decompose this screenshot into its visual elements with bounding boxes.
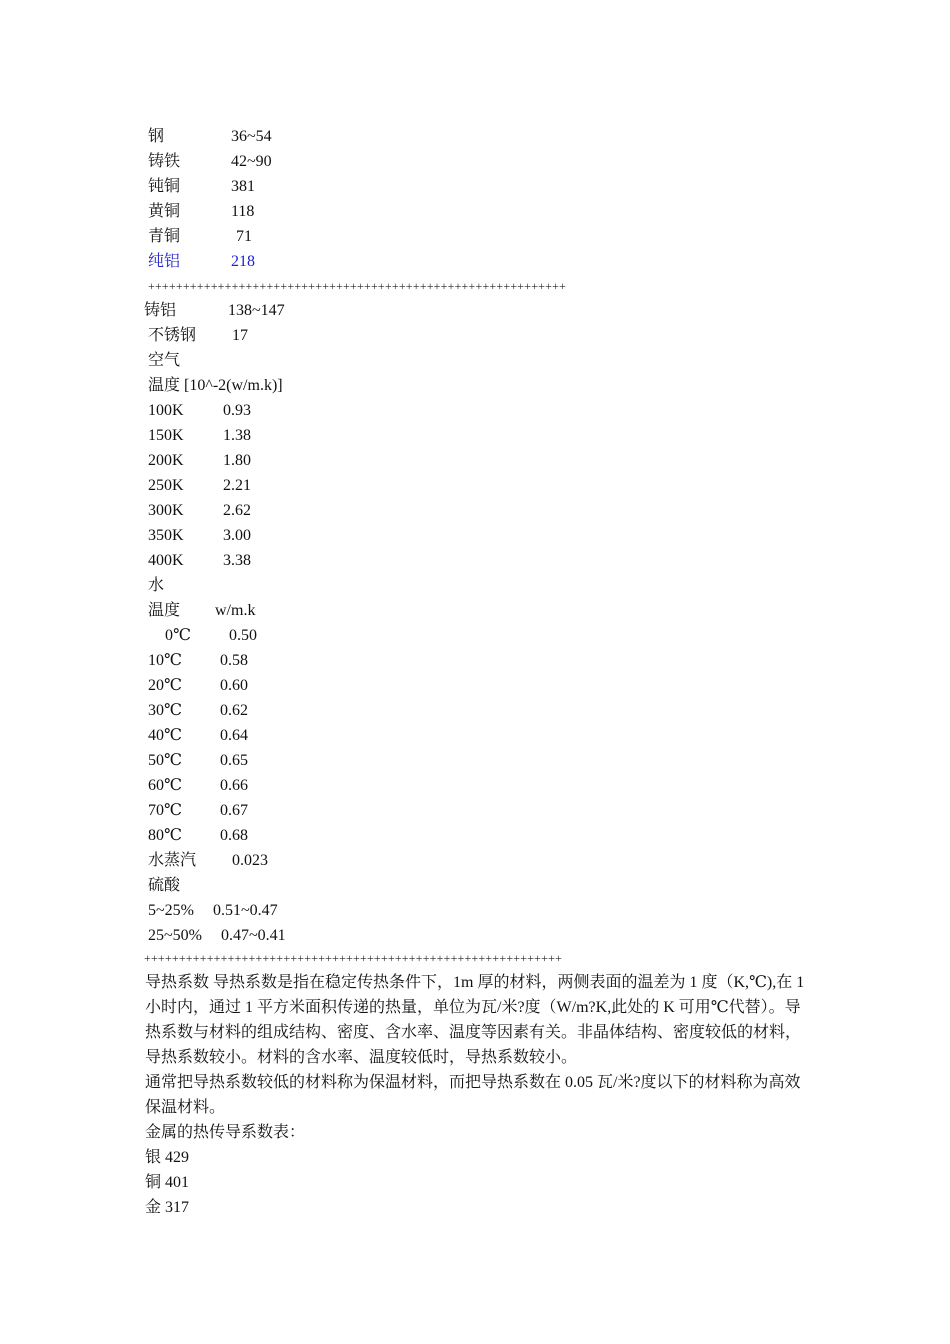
- temperature: 20℃: [148, 677, 182, 694]
- list-item: 铜 401: [145, 1174, 190, 1191]
- conductivity: 2.62: [223, 502, 251, 519]
- temperature: 50℃: [148, 752, 182, 769]
- conductivity: 0.68: [220, 827, 248, 844]
- temperature: 60℃: [148, 777, 182, 794]
- table-row: [148, 448, 448, 473]
- table-row: [148, 623, 448, 648]
- table-row: [148, 848, 448, 873]
- conductivity: 0.66: [220, 777, 248, 794]
- temperature: 200K: [148, 452, 184, 469]
- conductivity: 0.47~0.41: [221, 927, 286, 944]
- conductivity: 0.65: [220, 752, 248, 769]
- material-value: 118: [231, 203, 255, 220]
- separator-line: ++++++++++++++++++++++++++++++++++++++++++++++++++++++++++++: [144, 951, 563, 965]
- temperature: 10℃: [148, 652, 182, 669]
- table-row: [148, 523, 448, 548]
- section-title-acid: 硫酸: [148, 877, 181, 894]
- table-row: [148, 124, 448, 149]
- water-table-header: [148, 598, 448, 623]
- temperature: 400K: [148, 552, 184, 569]
- table-row: [148, 423, 448, 448]
- temperature: 100K: [148, 402, 184, 419]
- table-row: [148, 823, 448, 848]
- table-row: [148, 773, 448, 798]
- conductivity: 1.38: [223, 427, 251, 444]
- material-value: 218: [231, 253, 255, 270]
- list-item: 银 429: [145, 1149, 190, 1166]
- table-row-highlight: [148, 249, 448, 274]
- air-table-header: 温度 [10^-2(w/m.k)]: [148, 377, 283, 394]
- material-name: 铸铁: [148, 153, 181, 170]
- material-value: 36~54: [231, 128, 272, 145]
- header-unit: w/m.k: [215, 602, 256, 619]
- conductivity: 0.93: [223, 402, 251, 419]
- conductivity: 0.51~0.47: [213, 902, 278, 919]
- table-row: [148, 723, 448, 748]
- conductivity: 3.00: [223, 527, 251, 544]
- table-row: [148, 698, 448, 723]
- material-value: 17: [232, 327, 248, 344]
- table-row: [148, 673, 448, 698]
- table-row: [148, 498, 448, 523]
- paragraph-insulation: 通常把导热系数较低的材料称为保温材料，而把导热系数在 0.05 瓦/米?度以下的材料称为高效保温材料。: [145, 1074, 801, 1116]
- conductivity: 0.62: [220, 702, 248, 719]
- list-item: 金 317: [145, 1199, 190, 1216]
- temperature: 80℃: [148, 827, 182, 844]
- conductivity: 0.64: [220, 727, 248, 744]
- material-value: 71: [236, 228, 252, 245]
- table-row: [148, 199, 448, 224]
- concentration: 25~50%: [148, 927, 202, 944]
- material-name: 纯铝: [148, 253, 181, 270]
- section-title-air: 空气: [148, 352, 181, 369]
- temperature: 40℃: [148, 727, 182, 744]
- material-name: 水蒸汽: [148, 852, 197, 869]
- separator-line: ++++++++++++++++++++++++++++++++++++++++++++++++++++++++++++: [148, 279, 567, 293]
- material-name: 铸铝: [144, 302, 177, 319]
- material-value: 381: [231, 178, 255, 195]
- temperature: 70℃: [148, 802, 182, 819]
- conductivity: 0.58: [220, 652, 248, 669]
- material-name: 不锈钢: [148, 327, 197, 344]
- conductivity: 0.50: [229, 627, 257, 644]
- temperature: 30℃: [148, 702, 182, 719]
- table-row: [148, 224, 448, 249]
- table-row: [148, 398, 448, 423]
- table-row: [148, 149, 448, 174]
- paragraph-definition: 导热系数 导热系数是指在稳定传热条件下，1m 厚的材料，两侧表面的温差为 1 度（K,℃),在 1 小时内，通过 1 平方米面积传递的热量，单位为瓦/米?度（W/m?K,此处的 K 可用℃代替）。导热系数与材料的组成结构、密度、含水率、温度等因素有关。非晶体结构、密度较低的材料，导热系数较小。材料的含水率、温度较低时，导热系数较小。: [145, 974, 805, 1066]
- temperature: 150K: [148, 427, 184, 444]
- temperature: 0℃: [165, 627, 191, 644]
- table-row: [144, 298, 444, 323]
- conductivity: 2.21: [223, 477, 251, 494]
- temperature: 300K: [148, 502, 184, 519]
- material-name: 钝铜: [148, 178, 181, 195]
- material-name: 黄铜: [148, 203, 181, 220]
- header-temperature: 温度: [148, 602, 181, 619]
- paragraph-metals-heading: 金属的热传导系数表：: [145, 1124, 306, 1141]
- material-value: 0.023: [232, 852, 268, 869]
- table-row: [148, 648, 448, 673]
- table-row: [148, 798, 448, 823]
- section-title-water: 水: [148, 577, 165, 594]
- table-row: [148, 323, 448, 348]
- table-row: [148, 174, 448, 199]
- table-row: [148, 923, 448, 948]
- concentration: 5~25%: [148, 902, 194, 919]
- conductivity: 3.38: [223, 552, 251, 569]
- conductivity: 0.60: [220, 677, 248, 694]
- temperature: 350K: [148, 527, 184, 544]
- conductivity: 0.67: [220, 802, 248, 819]
- table-row: [148, 473, 448, 498]
- temperature: 250K: [148, 477, 184, 494]
- material-name: 钢: [148, 128, 165, 145]
- table-row: [148, 898, 448, 923]
- body-text: [145, 970, 815, 1220]
- material-value: 138~147: [228, 302, 285, 319]
- table-row: [148, 548, 448, 573]
- conductivity: 1.80: [223, 452, 251, 469]
- table-row: [148, 748, 448, 773]
- material-name: 青铜: [148, 228, 181, 245]
- material-value: 42~90: [231, 153, 272, 170]
